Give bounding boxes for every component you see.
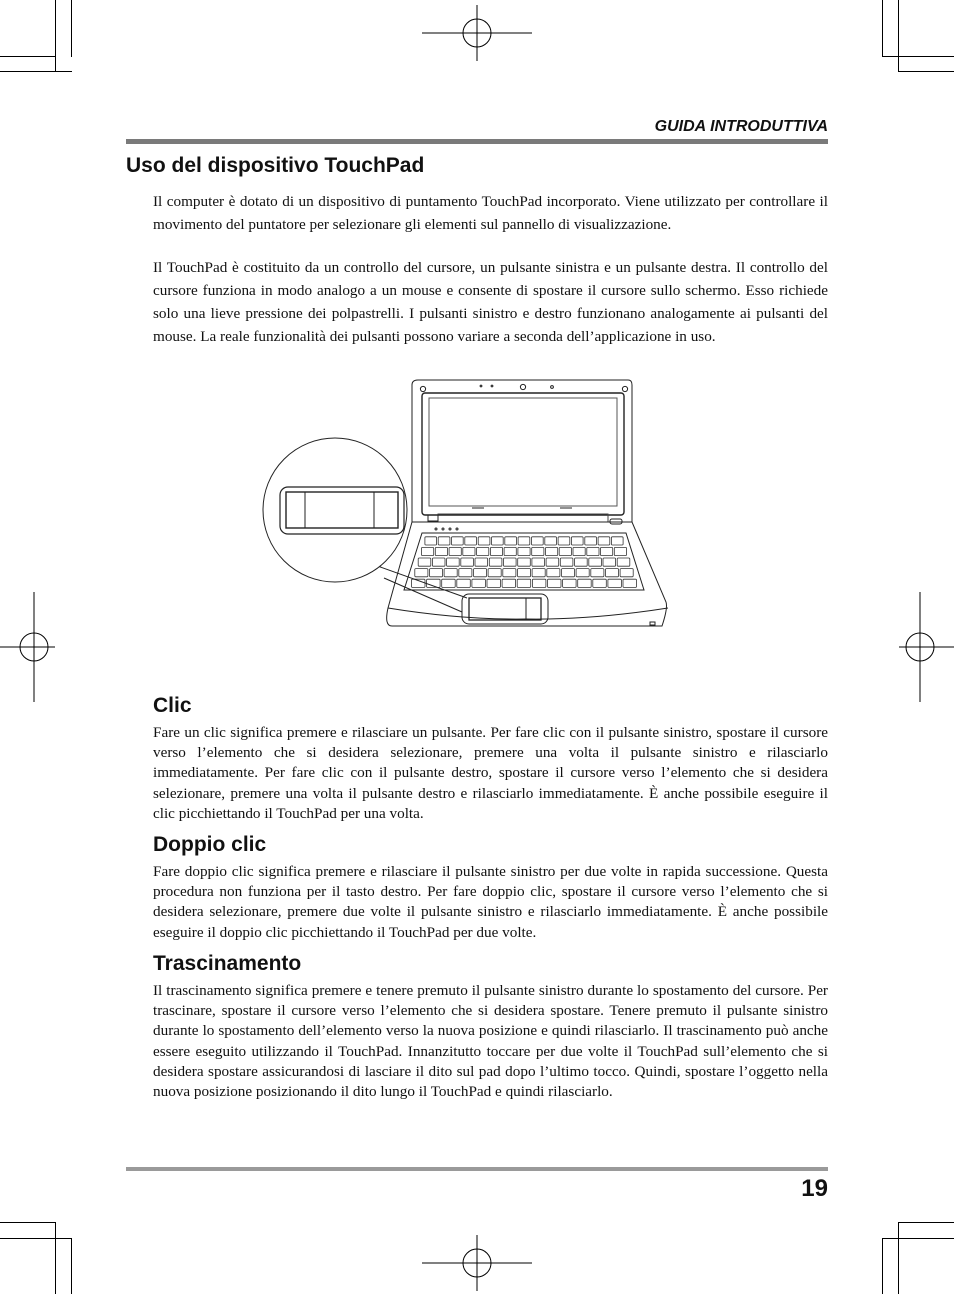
header-rule — [126, 139, 828, 144]
heading-trascinamento: Trascinamento — [153, 952, 302, 975]
registration-mark-left — [0, 592, 62, 702]
footer-rule — [126, 1167, 828, 1171]
section-label: GUIDA INTRODUTTIVA — [654, 118, 828, 135]
registration-mark-right — [893, 592, 954, 702]
page-number: 19 — [801, 1175, 828, 1202]
intro-paragraph-1: Il computer è dotato di un dispositivo di puntamento TouchPad incorporato. Viene utilizzato per controllare il movimento del puntatore per selezionare gli elementi sul pannello di visualizzazione. — [153, 193, 828, 233]
paragraph-trascinamento: Il trascinamento significa premere e tenere premuto il pulsante sinistro durante lo spostamento del cursore. Per trascinare, spostare il cursore verso l’elemento che si desidera spostare. Tenere premuto il pulsante sinistro durante lo spostamento dell’elemento verso la nuova posizione e quindi rilasciarlo. Il trascinamento può anche essere eseguito utilizzando il TouchPad. Innanzitutto toccare per due volte il TouchPad sull’elemento che si desidera spostare assicurandosi di lasciare il dito sul pad dopo l’ultimo tocco. Quindi, spostare l’oggetto nella nuova posizione posizionando il dito lungo il TouchPad e quindi rilasciarlo. — [153, 982, 828, 1101]
registration-mark-bottom — [422, 1235, 532, 1291]
heading-clic: Clic — [153, 694, 192, 717]
paragraph-doppio-clic: Fare doppio clic significa premere e rilasciare il pulsante sinistro per due volte in rapida successione. Questa procedura non funziona per il tasto destro. Per fare doppio clic, spostare il cursore verso l’elemento che si desidera selezionare, premere due volte il pulsante sinistro e rilasciarlo immediatamente. È anche possibile eseguire il doppio clic picchiettando il TouchPad per due volte. — [153, 863, 828, 941]
heading-doppio-clic: Doppio clic — [153, 833, 267, 856]
laptop-touchpad-illustration — [262, 376, 674, 638]
intro-paragraph-2: Il TouchPad è costituito da un controllo del cursore, un pulsante sinistra e un pulsante destra. Il controllo del cursore funziona in modo analogo a un mouse e consente di spostare il cursore sullo schermo. Esso richiede solo una lieve pressione dei polpastrelli. I pulsanti sinistro e destro funzionano analogamente ai pulsanti del mouse. La reale funzionalità dei pulsanti possono variare a seconda dell’applicazione in uso. — [153, 259, 828, 345]
paragraph-clic: Fare un clic significa premere e rilasciare un pulsante. Per fare clic con il pulsante sinistro, spostare il cursore verso l’elemento che si desidera selezionare, premere una volta il pulsante sinistro e rilasciarlo immediatamente. Per fare clic con il pulsante destro, spostare il cursore verso l’elemento che si desidera selezionare, premere una volta il pulsante destro e rilasciarlo immediatamente. È anche possibile eseguire il clic picchiettando il TouchPad per una volta. — [153, 724, 828, 822]
page-title: Uso del dispositivo TouchPad — [126, 154, 425, 177]
registration-mark-top — [422, 5, 532, 61]
